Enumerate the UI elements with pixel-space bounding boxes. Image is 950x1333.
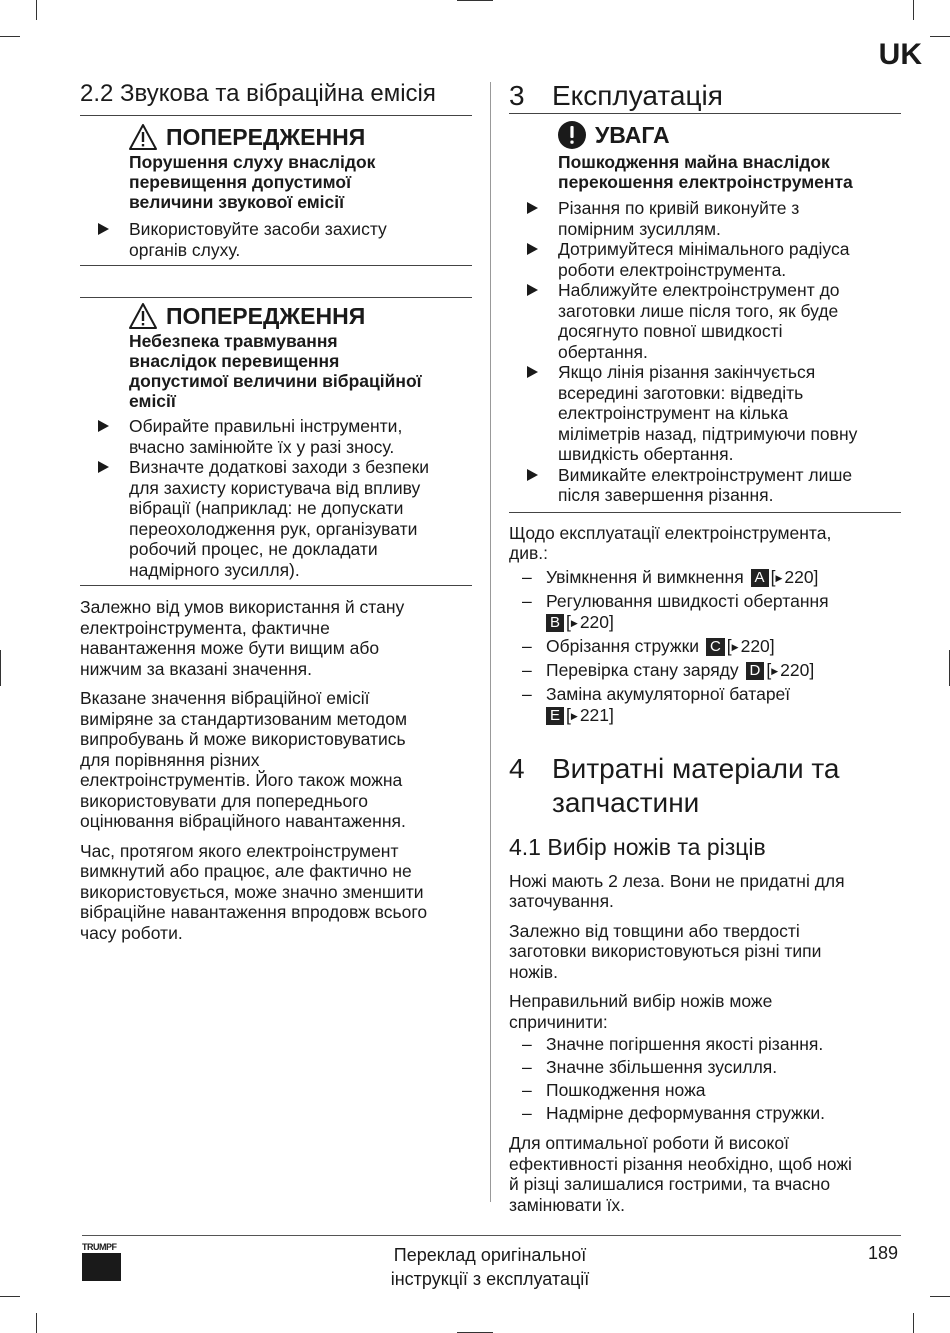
chapter-title: Експлуатація <box>552 80 723 111</box>
section-heading-4-1: 4.1 Вибір ножів та різців <box>509 833 766 860</box>
warning-subtitle-line: допустимої величини вібраційної <box>129 371 422 391</box>
text-line: й різці залишалися гострими, та вчасно <box>509 1174 831 1194</box>
bullet-line: Різання по кривій виконуйте з <box>558 198 800 218</box>
page-ref-arrow-icon: ▶ <box>570 710 578 721</box>
bullet-triangle-icon <box>98 461 109 473</box>
chapter-number: 3 <box>509 80 525 111</box>
footer-caption-line: інструкції з експлуатації <box>390 1269 590 1289</box>
section-heading-2-2: 2.2 Звукова та вібраційна емісія <box>80 80 436 107</box>
notice-bullet <box>509 198 901 239</box>
text-line: електроінструментів. Його також можна <box>80 770 403 790</box>
page-number: 189 <box>867 1243 898 1263</box>
text-line: нижчим за вказані значення. <box>80 658 312 679</box>
warning-title-text: ПОПЕРЕДЖЕННЯ <box>166 123 366 150</box>
text-line: заготовки використовуються різні типи <box>509 941 822 961</box>
text-line: Залежно від умов використання й стану <box>80 597 405 617</box>
warning-title <box>128 302 472 330</box>
warning-box-hearing <box>80 123 472 260</box>
crop-mark <box>913 0 914 20</box>
bullet-triangle-icon <box>527 366 538 378</box>
rule <box>80 115 472 116</box>
bullet-line: міліметрів назад, підтримуючи повну <box>558 423 858 444</box>
notice-box <box>509 120 901 506</box>
warning-subtitle <box>129 331 472 411</box>
rule <box>509 113 901 114</box>
bullet-triangle-icon <box>98 420 109 432</box>
footer-caption-line: Переклад оригінальної <box>393 1245 587 1265</box>
list-item-text: Надмірне деформування стружки. <box>546 1103 826 1123</box>
warning-title-text: ПОПЕРЕДЖЕННЯ <box>166 302 366 329</box>
warning-box-vibration <box>80 302 472 580</box>
text-line: електроінструмента, фактичне <box>80 617 330 638</box>
bullet-line: вібрації (наприклад: не допускати <box>129 498 404 518</box>
text-line: використовується, може значно зменшити <box>80 881 424 902</box>
bullet-line: Використовуйте засоби захисту <box>129 219 387 239</box>
reference-text: Регулювання швидкості обертання <box>546 590 829 611</box>
page-ref-link[interactable]: 220] <box>740 635 775 656</box>
left-column <box>80 80 472 943</box>
paragraph <box>80 841 472 944</box>
paragraph <box>509 871 901 912</box>
warning-bullet <box>80 219 472 260</box>
notice-bullet <box>509 465 901 506</box>
bullet-triangle-icon <box>98 223 109 235</box>
warning-subtitle-line: внаслідок перевищення <box>129 351 340 371</box>
page-ref-link[interactable]: 221] <box>579 704 614 725</box>
warning-triangle-icon <box>128 302 158 330</box>
reference-text: Перевірка стану заряду <box>546 659 739 680</box>
paragraph <box>80 688 472 832</box>
notice-subtitle-line: перекошення електроінструмента <box>558 172 853 192</box>
notice-bullet <box>509 280 901 362</box>
page-ref-arrow-icon: ▶ <box>570 617 578 628</box>
text-line: Час, протягом якого електроінструмент <box>80 840 399 861</box>
text-line: випробувань й може використовуватись <box>80 729 406 749</box>
bullet-line: після завершення різання. <box>558 485 774 505</box>
bullet-line: вчасно замінюйте їх у разі зносу. <box>129 436 395 457</box>
list-item-text: Пошкодження ножа <box>546 1080 706 1100</box>
text-line: вібраційне навантаження впродовж всього <box>80 902 428 922</box>
crop-mark <box>0 36 20 37</box>
figure-key-badge: D <box>746 662 765 680</box>
warning-bullet <box>80 457 472 580</box>
bullet-line: Визначте додаткові заходи з безпеки <box>129 457 430 477</box>
right-column <box>509 79 901 1215</box>
footer-rule <box>82 1235 901 1236</box>
crop-mark <box>913 1313 914 1333</box>
footer-caption <box>340 1243 640 1291</box>
bullet-line: Дотримуйтеся мінімального радіуса <box>558 239 850 259</box>
bullet-line: надмірного зусилля). <box>129 559 300 580</box>
bullet-line: помірним зусиллям. <box>558 218 721 239</box>
warning-subtitle-line: Порушення слуху внаслідок <box>129 152 376 172</box>
bullet-line: робочий процес, не докладати <box>129 539 378 559</box>
text-line: ефективності різання необхідно, щоб ножі <box>509 1153 852 1174</box>
crop-mark <box>36 0 37 20</box>
crop-mark <box>36 1313 37 1333</box>
rule <box>80 585 472 586</box>
list-item: – Значне погіршення якості різання. <box>522 1034 824 1054</box>
warning-subtitle <box>129 152 472 212</box>
chapter-4-heading <box>509 752 901 820</box>
crop-mark <box>930 1296 950 1297</box>
bullet-triangle-icon <box>527 284 538 296</box>
text-line: замінювати їх. <box>509 1194 626 1215</box>
text-line: навантаження може бути вищим або <box>80 638 380 658</box>
paragraph <box>509 1133 901 1215</box>
reference-text: Обрізання стружки <box>546 635 700 656</box>
text-line: Для оптимальної роботи й високої <box>509 1133 789 1153</box>
crop-mark <box>0 1296 20 1297</box>
text-line: Ножі мають 2 леза. Вони не придатні для <box>509 870 845 891</box>
rule <box>509 512 901 513</box>
rule <box>80 265 472 266</box>
bullet-line: Обирайте правильні інструменти, <box>129 416 403 436</box>
language-badge: UK <box>878 38 922 71</box>
dash-list <box>509 1034 901 1124</box>
list-item-text: Значне збільшення зусилля. <box>546 1057 778 1077</box>
text-line: заточування. <box>509 891 614 911</box>
figure-key-badge: C <box>706 638 725 656</box>
text-line: див.: <box>509 543 549 563</box>
paragraph <box>509 991 901 1032</box>
notice-title <box>557 120 901 150</box>
list-item: – Пошкодження ножа <box>522 1080 706 1100</box>
chapter-number: 4 <box>509 752 525 784</box>
exclamation-circle-icon <box>557 120 587 150</box>
bullet-line: заготовки лише після того, як буде <box>558 300 839 321</box>
page-ref-arrow-icon: ▶ <box>731 641 739 652</box>
text-line: спричинити: <box>509 1011 608 1032</box>
bullet-line: електроінструмент на кілька <box>558 403 789 423</box>
text-line: виміряне за стандартизованим методом <box>80 708 407 729</box>
paragraph <box>509 523 901 564</box>
chapter-title-line: Витратні матеріали та <box>552 752 840 784</box>
text-line: використовувати для попереднього <box>80 790 368 811</box>
bullet-line: переохолодження рук, організувати <box>129 518 418 539</box>
figure-key-badge: A <box>751 569 769 587</box>
reference-item: – Перевірка стану заряду D [▶ 220] <box>522 659 815 680</box>
reference-item: – Увімкнення й вимкнення A [▶ 220] <box>522 566 819 587</box>
page-ref-arrow-icon: ▶ <box>771 665 779 676</box>
warning-subtitle-line: перевищення допустимої <box>129 172 352 192</box>
chapter-title-line: запчастини <box>552 786 700 818</box>
warning-title <box>128 123 472 151</box>
bullet-triangle-icon <box>527 469 538 481</box>
reference-text: Заміна акумуляторної батареї <box>546 683 791 704</box>
figure-key-badge: E <box>546 707 564 725</box>
text-line: Вказане значення вібраційної емісії <box>80 688 370 708</box>
list-item: – Надмірне деформування стружки. <box>522 1103 826 1123</box>
bullet-line: Якщо лінія різання закінчується <box>558 362 816 382</box>
notice-subtitle-line: Пошкодження майна внаслідок <box>558 152 830 172</box>
notice-title-text: УВАГА <box>595 121 670 148</box>
crop-mark <box>930 36 950 37</box>
list-item: – Значне збільшення зусилля. <box>522 1057 778 1077</box>
warning-triangle-icon <box>128 123 158 151</box>
bullet-line: Вимикайте електроінструмент лише <box>558 464 853 485</box>
notice-subtitle <box>558 152 901 192</box>
warning-subtitle-line: величини звукової емісії <box>129 192 345 212</box>
notice-bullet <box>509 362 901 465</box>
bullet-line: досягнуто повної швидкості <box>558 321 783 341</box>
brand-logo-text: TRUMPF <box>82 1242 117 1252</box>
bullet-line: роботи електроінструмента. <box>558 259 787 280</box>
bullet-line: швидкість обертання. <box>558 444 734 464</box>
bullet-triangle-icon <box>527 243 538 255</box>
text-line: Залежно від товщини або твердості <box>509 920 800 941</box>
text-line: ножів. <box>509 961 558 982</box>
warning-subtitle-line: емісії <box>129 391 176 411</box>
bullet-triangle-icon <box>527 202 538 214</box>
text-line: вимкнутий або працює, але фактично не <box>80 861 412 881</box>
bullet-line: Наближуйте електроінструмент до <box>558 280 840 300</box>
bullet-line: всередині заготовки: відведіть <box>558 382 804 403</box>
warning-bullet <box>80 416 472 457</box>
notice-bullet <box>509 239 901 280</box>
text-line: Неправильний вибір ножів може <box>509 991 773 1011</box>
bullet-line: обертання. <box>558 341 648 362</box>
page-ref-link[interactable]: 220] <box>784 566 819 587</box>
paragraph <box>80 597 472 679</box>
reference-item: – Обрізання стружки C [▶ 220] <box>522 635 775 656</box>
column-divider <box>490 82 491 1202</box>
rule <box>80 297 472 298</box>
warning-subtitle-line: Небезпека травмування <box>129 331 338 351</box>
list-item-text: Значне погіршення якості різання. <box>546 1034 824 1054</box>
bullet-line: для захисту користувача від впливу <box>129 477 421 498</box>
figure-key-badge: B <box>546 614 564 632</box>
bullet-line: органів слуху. <box>129 239 241 260</box>
chapter-3-heading <box>509 79 901 113</box>
brand-logo-icon <box>82 1253 121 1281</box>
reference-list <box>509 567 901 727</box>
crop-mark <box>0 650 1 686</box>
text-line: Щодо експлуатації електроінструмента, <box>509 522 832 543</box>
crop-mark <box>457 0 493 1</box>
reference-item: – Регулювання швидкості обертання B [▶ 220] <box>522 590 829 632</box>
reference-text: Увімкнення й вимкнення <box>546 566 744 587</box>
text-line: часу роботи. <box>80 922 183 943</box>
page-ref-link[interactable]: 220] <box>780 659 815 680</box>
page-ref-arrow-icon: ▶ <box>775 572 783 583</box>
page-ref-link[interactable]: 220] <box>579 611 614 632</box>
text-line: оцінювання вібраційного навантаження. <box>80 811 406 831</box>
text-line: для порівняння різних <box>80 749 260 770</box>
paragraph <box>509 921 901 983</box>
reference-item: – Заміна акумуляторної батареї E [▶ 221] <box>522 683 791 725</box>
